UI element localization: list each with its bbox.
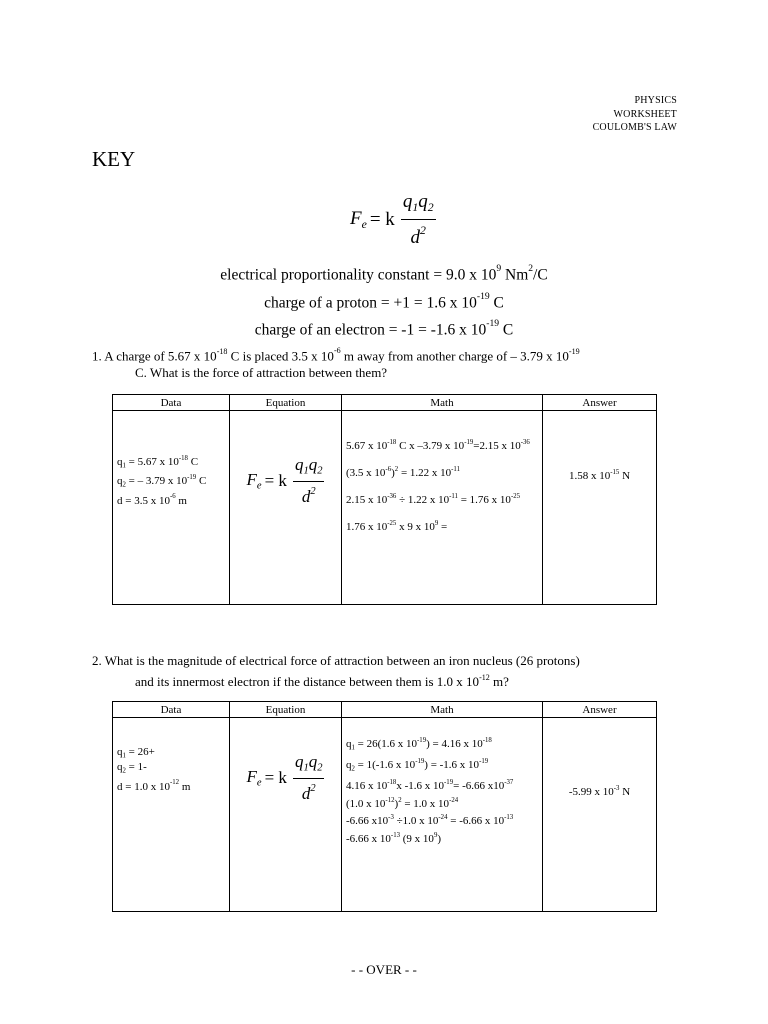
header-data: Data bbox=[113, 395, 230, 411]
q1-data-q1: $q_1 = 5.67$ x $10^{-18}$ C bbox=[117, 455, 199, 470]
question-1-line-2: C. What is the force of attraction between them? bbox=[135, 365, 388, 381]
q1-data-d: d = 3.5 x $10^{-6}$ m bbox=[117, 492, 187, 508]
header-answer: Answer bbox=[543, 702, 657, 718]
q2-data-q2: $q_2 = 1-$ bbox=[117, 760, 147, 775]
coulomb-formula bbox=[350, 192, 436, 249]
constant-proton: charge of a proton = +1 = 1.6 x $10^{-19}$ C bbox=[264, 290, 504, 312]
q1-equation-cell bbox=[230, 411, 342, 605]
header-doc-type: WORKSHEET bbox=[613, 108, 677, 120]
q2-math-line-1: $q_1 = 26(1.6$ x $10^{-19}) = 4.16$ x $10^{-18}$ bbox=[346, 737, 492, 752]
header-equation: Equation bbox=[230, 702, 342, 718]
table-row bbox=[113, 411, 657, 605]
worksheet-header bbox=[593, 94, 677, 135]
header-topic: COULOMB'S LAW bbox=[592, 122, 677, 133]
q2-math-line-3: 4.16 x $10^{-18}x$ -1.6 x $10^{-19}= -6.66$ $x10^{-37}$ bbox=[346, 778, 514, 793]
q1-math-line-4: 1.76 x $10^{-25}$ x 9 x $10^9$ = bbox=[346, 520, 448, 534]
key-label: KEY bbox=[92, 147, 136, 171]
q2-data-d: d = 1.0 x $10^{-12}$ m bbox=[117, 778, 191, 793]
q2-math-cell bbox=[342, 718, 543, 912]
table-header-row bbox=[113, 395, 657, 411]
q1-data-q2: $q_2$ = – 3.79 x $10^{-19}$ C bbox=[117, 473, 207, 489]
q2-data-cell bbox=[113, 718, 230, 912]
q1-answer-cell bbox=[543, 411, 657, 605]
formula-numerator: $q_1q_2$ bbox=[401, 192, 436, 220]
question-1 bbox=[92, 342, 580, 381]
constant-electron: charge of an electron = -1 = -1.6 x $10^{-19}$ C bbox=[254, 318, 514, 339]
q1-equation: $F_e$ = k $\frac{q_1q_2}{d^2}$ bbox=[246, 455, 323, 506]
table-row bbox=[113, 718, 657, 912]
constants-block bbox=[0, 258, 768, 341]
q2-answer-cell bbox=[543, 718, 657, 912]
constant-k: electrical proportionality constant = 9.0 x $10^9$ Nm$^2$/C bbox=[220, 263, 548, 284]
formula-fraction bbox=[401, 192, 436, 249]
q1-math-line-1: 5.67 x $10^{-18}$ C x –3.79 x $10^{-19}=2.15$ x $10^{-36}$ bbox=[346, 439, 530, 453]
q2-answer: -5.99 x $10^{-3}$ N bbox=[568, 785, 631, 799]
table-header-row bbox=[113, 702, 657, 718]
formula-equals-k: = k bbox=[369, 209, 395, 231]
footer-over: - - OVER - - bbox=[351, 962, 417, 977]
q2-data-q1: $q_1 = 26+$ bbox=[117, 746, 155, 760]
q1-math-line-2: (3.5 x $10^{-6})^2 = 1.22$ x $10^{-11}$ bbox=[346, 466, 460, 480]
q1-math-cell bbox=[342, 411, 543, 605]
q1-answer: 1.58 x $10^{-15}$ N bbox=[568, 469, 631, 483]
header-data: Data bbox=[113, 702, 230, 718]
q2-equation-cell bbox=[230, 718, 342, 912]
question-2-table bbox=[112, 701, 657, 912]
question-1-table bbox=[112, 394, 657, 605]
q2-math-line-2: $q_2 = 1(-1.6$ x $10^{-19}) = -1.6$ x $10^{-19}$ bbox=[346, 757, 489, 773]
header-math: Math bbox=[342, 702, 543, 718]
q2-equation: $F_e$ = k $\frac{q_1q_2}{d^2}$ bbox=[246, 752, 323, 803]
q1-math-line-3: 2.15 x $10^{-36} \div 1.22$ x $10^{-11} = 1.76$ x $10^{-25}$ bbox=[346, 493, 521, 507]
question-1-line-1: 1. A charge of 5.67 x $10^{-18}$ C is placed 3.5 x $10^{-6}$ m away from another charge of – 3.79 x $10^{-19}$ bbox=[92, 346, 580, 364]
header-equation: Equation bbox=[230, 395, 342, 411]
q2-math-line-5: -6.66 $x10^{-3} \div 1.0$ x $10^{-24} = -6.66$ x $10^{-13}$ bbox=[346, 814, 514, 828]
question-2-line-1: 2. What is the magnitude of electrical force of attraction between an iron nucleus (26 protons) bbox=[92, 653, 580, 668]
header-subject: PHYSICS bbox=[634, 95, 677, 106]
question-2 bbox=[92, 652, 580, 690]
header-answer: Answer bbox=[543, 395, 657, 411]
header-math: Math bbox=[342, 395, 543, 411]
formula-lhs: $F_e$ bbox=[350, 208, 367, 232]
formula-denominator: $d^2$ bbox=[410, 224, 426, 248]
q2-math-line-6: -6.66 x $10^{-13}$ (9 x $10^9$) bbox=[346, 831, 442, 845]
q2-math-line-4: (1.0 x $10^{-12})^2 = 1.0$ x $10^{-24}$ bbox=[346, 796, 459, 810]
question-2-line-2: and its innermost electron if the distance between them is 1.0 x $10^{-12}$ m? bbox=[135, 673, 509, 690]
q1-data-cell bbox=[113, 411, 230, 605]
